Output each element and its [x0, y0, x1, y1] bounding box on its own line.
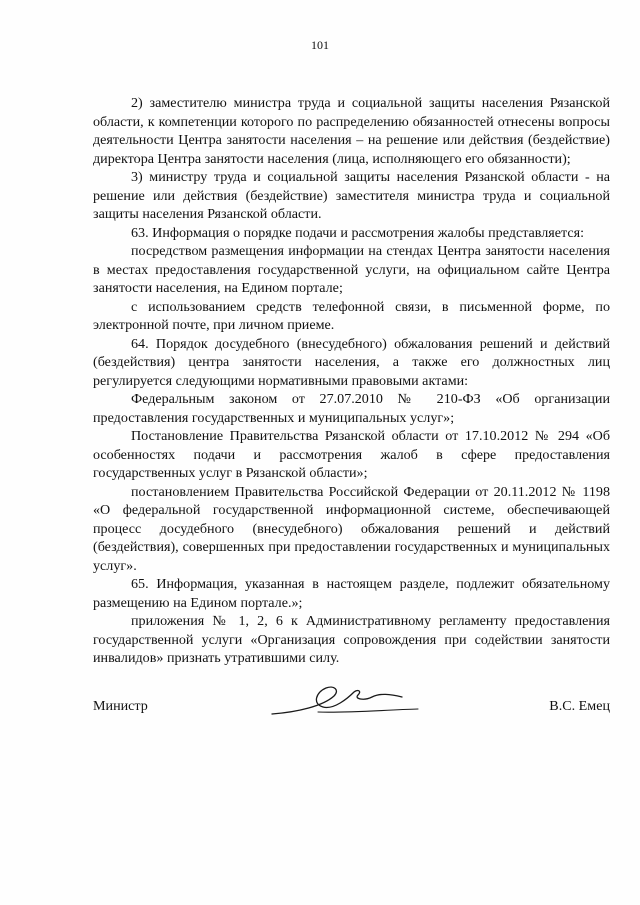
paragraph-appendices: приложения № 1, 2, 6 к Административному регламенту предоставления государственной услуги «Организация сопровождения при содействии занятости инвалидов» признать утратившими силу. [93, 613, 610, 666]
paragraph-minister: 3) министру труда и социальной защиты населения Рязанской области - на решение или действия (бездействие) заместителя министра труда и социальной защиты населения Рязанской области. [93, 169, 610, 222]
paragraph-phone: с использованием средств телефонной связи, в письменной форме, по электронной почте, при личном приеме. [93, 298, 610, 333]
paragraph-stands: посредством размещения информации на стендах Центра занятости населения в местах предоставления государственной услуги, на официальном сайте Центра занятости населения, на Едином портале; [93, 243, 610, 296]
handwritten-signature-icon [268, 682, 423, 722]
paragraph-65: 65. Информация, указанная в настоящем разделе, подлежит обязательному размещению на Едином портале.»; [93, 576, 610, 611]
signer-title: Министр [93, 698, 148, 714]
paragraph-regional-resolution: Постановление Правительства Рязанской области от 17.10.2012 № 294 «Об особенностях подачи и рассмотрения жалоб в сфере предоставления государственных услуг в Рязанской области»; [93, 428, 610, 481]
document-body [93, 94, 610, 668]
page-number: 101 [311, 38, 329, 52]
paragraph-federal-law: Федеральным законом от 27.07.2010 № 210-ФЗ «Об организации предоставления государственных и муниципальных услуг»; [93, 391, 610, 426]
paragraph-federal-resolution: постановлением Правительства Российской Федерации от 20.11.2012 № 1198 «О федеральной государственной информационной системе, обеспечивающей процесс досудебного (внесудебного) обжалования решений и действий (бездействия), совершенных при предоставлении государственных и муниципальных услуг». [93, 483, 610, 574]
signature-block [93, 696, 610, 726]
paragraph-64: 64. Порядок досудебного (внесудебного) обжалования решений и действий (бездействия) центра занятости населения, а также его должностных лиц регулируется следующими нормативными правовыми актами: [93, 335, 610, 389]
paragraph-63: 63. Информация о порядке подачи и рассмотрения жалобы представляется: [131, 224, 585, 241]
paragraph-deputy-minister: 2) заместителю министра труда и социальной защиты населения Рязанской области, к компетенции которого по распределению обязанностей отнесены вопросы деятельности Центра занятости населения – на решение или действия (бездействие) директора Центра занятости населения (лица, исполняющего его обязанности); [93, 95, 610, 167]
signer-name: В.С. Емец [549, 698, 610, 714]
